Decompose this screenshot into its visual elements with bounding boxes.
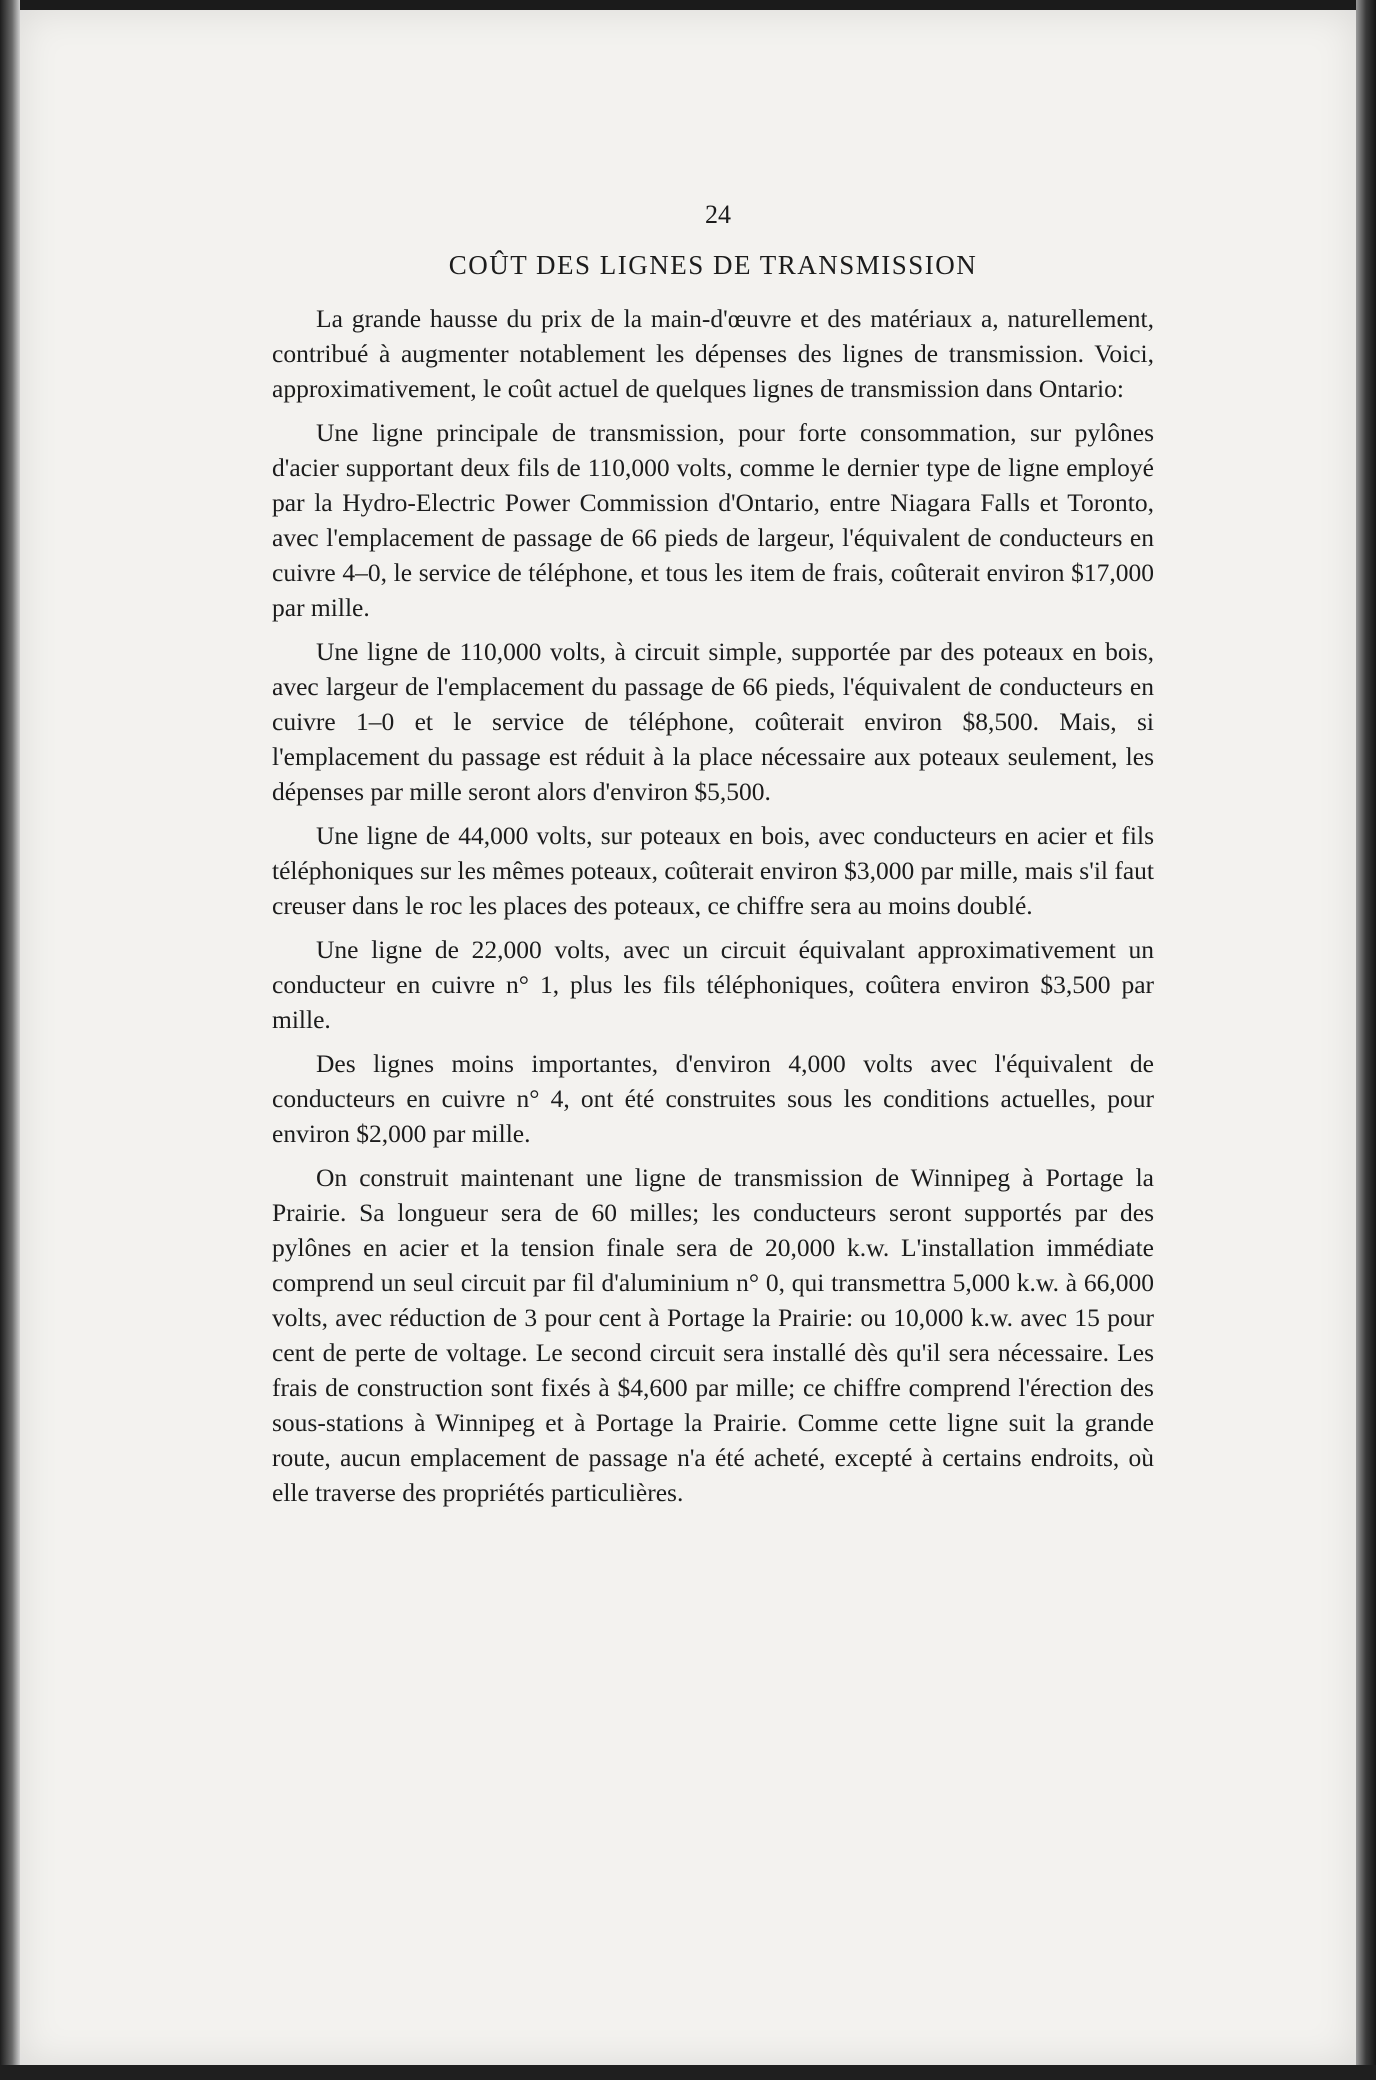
page-number: 24: [705, 200, 731, 229]
scan-bottom-edge: [0, 2065, 1376, 2080]
paragraph: Une ligne de 22,000 volts, avec un circuit équivalant approximativement un conducteur en cuivre n° 1, plus les fils téléphoniques, coûtera environ $3,500 par mille.: [272, 935, 1154, 1034]
paragraph: Des lignes moins importantes, d'environ 4,000 volts avec l'équivalent de conducteurs en cuivre n° 4, ont été construites sous les conditions actuelles, pour environ $2,000 par mille.: [272, 1049, 1154, 1148]
paragraph: On construit maintenant une ligne de transmission de Winnipeg à Portage la Prairie. Sa longueur sera de 60 milles; les conducteurs seront supportés par des pylônes en acier et la tension finale sera de 20,000 k.w. L'installation immédiate comprend un seul circuit par fil d'aluminium n° 0, qui transmettra 5,000 k.w. à 66,000 volts, avec réduction de 3 pour cent à Portage la Prairie: ou 10,000 k.w. avec 15 pour cent de perte de voltage. Le second circuit sera installé dès qu'il sera nécessaire. Les frais de construction sont fixés à $4,600 par mille; ce chiffre comprend l'érection des sous-stations à Winnipeg et à Portage la Prairie. Comme cette ligne suit la grande route, aucun emplacement de passage n'a été acheté, excepté à certains endroits, où elle traverse des propriétés particulières.: [272, 1163, 1154, 1507]
scan-right-edge: [1356, 0, 1376, 2080]
paragraph: Une ligne principale de transmission, pour forte consommation, sur pylônes d'acier supportant deux fils de 110,000 volts, comme le dernier type de ligne employé par la Hydro-Electric Power Commission d'Ontario, entre Niagara Falls et Toronto, avec l'emplacement de passage de 66 pieds de largeur, l'équivalent de conducteurs en cuivre 4–0, le service de téléphone, et tous les item de frais, coûterait environ $17,000 par mille.: [272, 418, 1154, 622]
paragraph: La grande hausse du prix de la main-d'œuvre et des matériaux a, naturellement, contribué à augmenter notablement les dépenses des lignes de transmission. Voici, approximativement, le coût actuel de quelques lignes de transmission dans Ontario:: [272, 304, 1154, 403]
section-heading: COÛT DES LIGNES DE TRANSMISSION: [448, 250, 978, 280]
scan-top-edge: [0, 0, 1376, 10]
scan-left-edge: [0, 0, 20, 2080]
paragraph: Une ligne de 44,000 volts, sur poteaux en bois, avec conducteurs en acier et fils téléphoniques sur les mêmes poteaux, coûterait environ $3,000 par mille, mais s'il faut creuser dans le roc les places des poteaux, ce chiffre sera au moins doublé.: [272, 821, 1155, 920]
page-text-block: [272, 200, 1154, 1519]
paragraph: Une ligne de 110,000 volts, à circuit simple, supportée par des poteaux en bois, avec largeur de l'emplacement du passage de 66 pieds, l'équivalent de conducteurs en cuivre 1–0 et le service de téléphone, coûterait environ $8,500. Mais, si l'emplacement du passage est réduit à la place nécessaire aux poteaux seulement, les dépenses par mille seront alors d'environ $5,500.: [272, 637, 1154, 806]
